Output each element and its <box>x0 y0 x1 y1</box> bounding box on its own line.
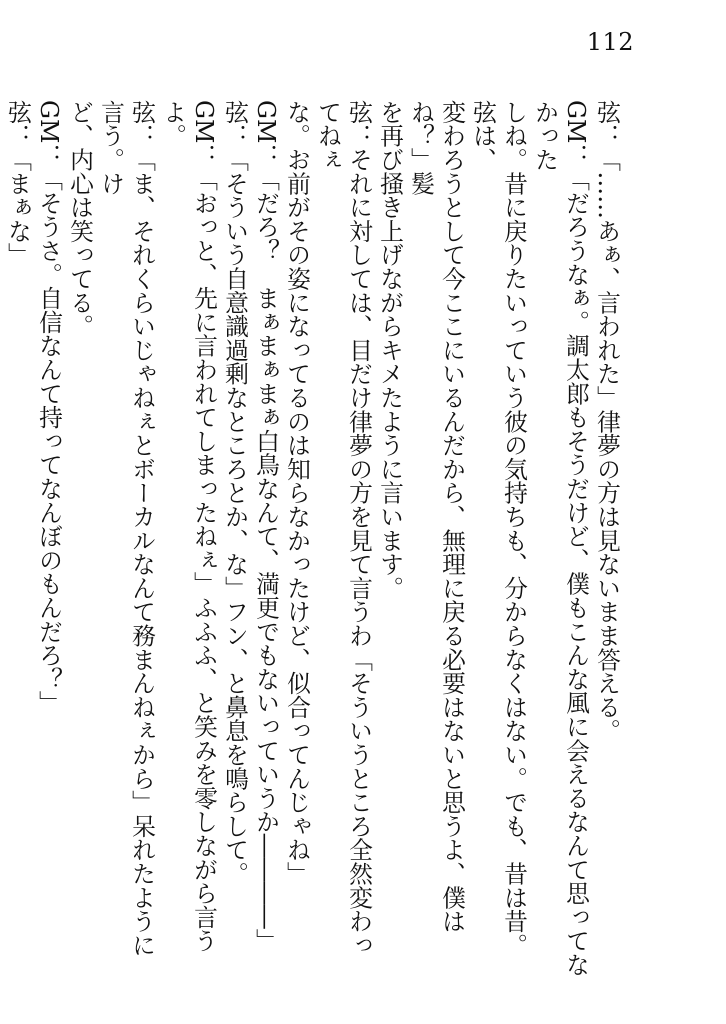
dialogue-line: を再び掻き上げながらキメたように言います。 <box>376 100 404 600</box>
dialogue-line: しね。昔に戻りたいっていう彼の気持ちも、分からなくはない。でも、昔は昔。弦は、 <box>469 100 528 957</box>
dialogue-line: GM：「おっと、先に言われてしまったねぇ」ふふふ、と笑みを零しながら言うよ。 <box>159 100 218 953</box>
dialogue-line: GM：「そうさ。自信なんて持ってなんぼのもんだろ？」 <box>35 100 63 715</box>
dialogue-line: ど、内心は笑ってる。 <box>66 100 94 338</box>
vertical-text-body <box>0 100 622 980</box>
dialogue-line: GM：「だろ？ まぁまぁまぁ白鳥なんて、満更でもないっていうか――――」 <box>252 100 280 953</box>
dialogue-line: 変わろうとして今ここにいるんだから、無理に戻る必要はないと思うよ、僕はね？」髪 <box>407 100 466 933</box>
dialogue-line: 弦：「ま、それくらいじゃねぇとボーカルなんて務まんねぇから」呆れたように言う。け <box>97 100 156 957</box>
dialogue-line: 弦：それに対しては、目だけ律夢の方を見て言うわ「そういうところ全然変わってねぇ <box>314 100 373 957</box>
page-number: 112 <box>586 28 634 56</box>
dialogue-line: な。お前がその姿になってるのは知らなかったけど、似合ってんじゃね」 <box>283 100 311 886</box>
dialogue-line: 弦：「まぁな」 <box>4 100 32 267</box>
dialogue-line: GM：「だろうなぁ。調太郎もそうだけど、僕もこんな風に会えるなんて思ってなかった <box>531 100 590 977</box>
dialogue-line: 弦：「そういう自意識過剰なところとか、な」フン、と鼻息を鳴らして。 <box>221 100 249 886</box>
dialogue-line: 弦：「……あぁ、言われた」律夢の方は見ないまま答える。 <box>593 100 621 743</box>
